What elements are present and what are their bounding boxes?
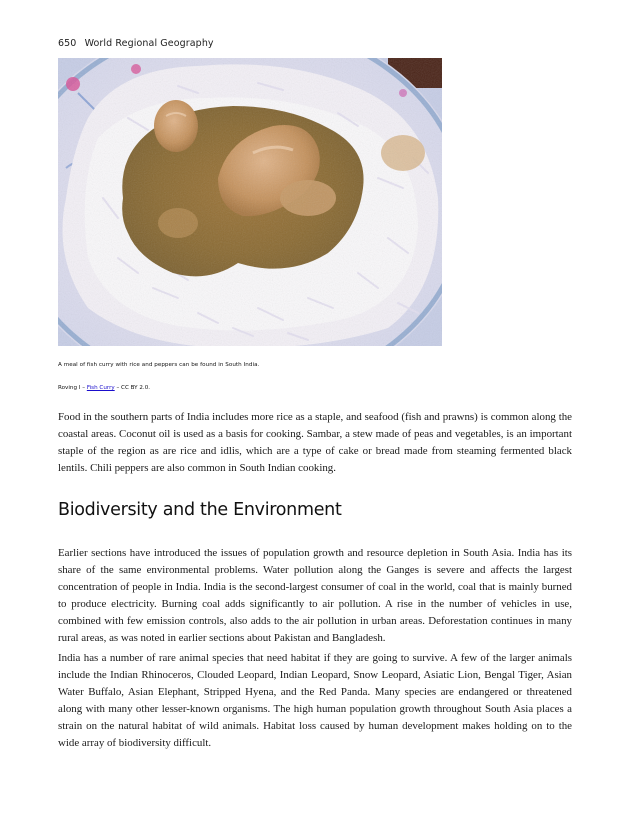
credit-author: Roving I [58, 385, 81, 391]
credit-source-link[interactable]: Fish Curry [86, 385, 115, 391]
section-heading: Biodiversity and the Environment [58, 500, 342, 520]
paragraph-rare-species: India has a number of rare animal species that need habitat if they are going to survive. A few of the larger animals include the Indian Rhinoceros, Clouded Leopard, Indian Leopard, Snow Leopard, Asiatic Lion, Bengal Tiger, Asian Water Buffalo, Asian Elephant, Stripped Hyena, and the Red Panda. Many species are endangered or threatened along with many other lesser-known organisms. The high human population growth throughout South Asia places a strain on the natural habitat of wild animals. Habitat loss caused by human development makes holding on to the wide array of biodiversity difficult. [58, 652, 572, 749]
photo-illustration [58, 58, 442, 346]
book-title: World Regional Geography [84, 38, 214, 49]
fish-curry-photo [58, 58, 442, 346]
credit-separator: – [80, 385, 87, 391]
running-header [58, 38, 214, 49]
paragraph-environmental-problems: Earlier sections have introduced the issues of population growth and resource depletion in South Asia. India has its share of the same environmental problems. Water pollution along the Ganges is severe and affects the largest concentration of people in India. India is the second-largest consumer of coal in the world, coal that is mainly burned to produce electricity. Burning coal adds significantly to air pollution. A rise in the number of vehicles in use, combined with few emission controls, also adds to the air pollution in urban areas. Deforestation continues in many rural areas, as was noted in earlier sections about Pakistan and Bangladesh. [58, 547, 572, 644]
figure-caption: A meal of fish curry with rice and peppers can be found in South India. [58, 362, 260, 368]
credit-license: CC BY 2.0. [121, 385, 151, 391]
credit-separator: – [114, 385, 122, 391]
figure-credit [58, 385, 150, 391]
page-number: 650 [58, 38, 77, 49]
paragraph-south-india-food: Food in the southern parts of India includes more rice as a staple, and seafood (fish and prawns) is common along the coastal areas. Coconut oil is used as a basis for cooking. Sambar, a stew made of peas and vegetables, is an important staple of the region as are rice and idlis, which are a type of cake or bread made from steaming fermented black lentils. Chili peppers are also common in South Indian cooking. [58, 411, 572, 474]
